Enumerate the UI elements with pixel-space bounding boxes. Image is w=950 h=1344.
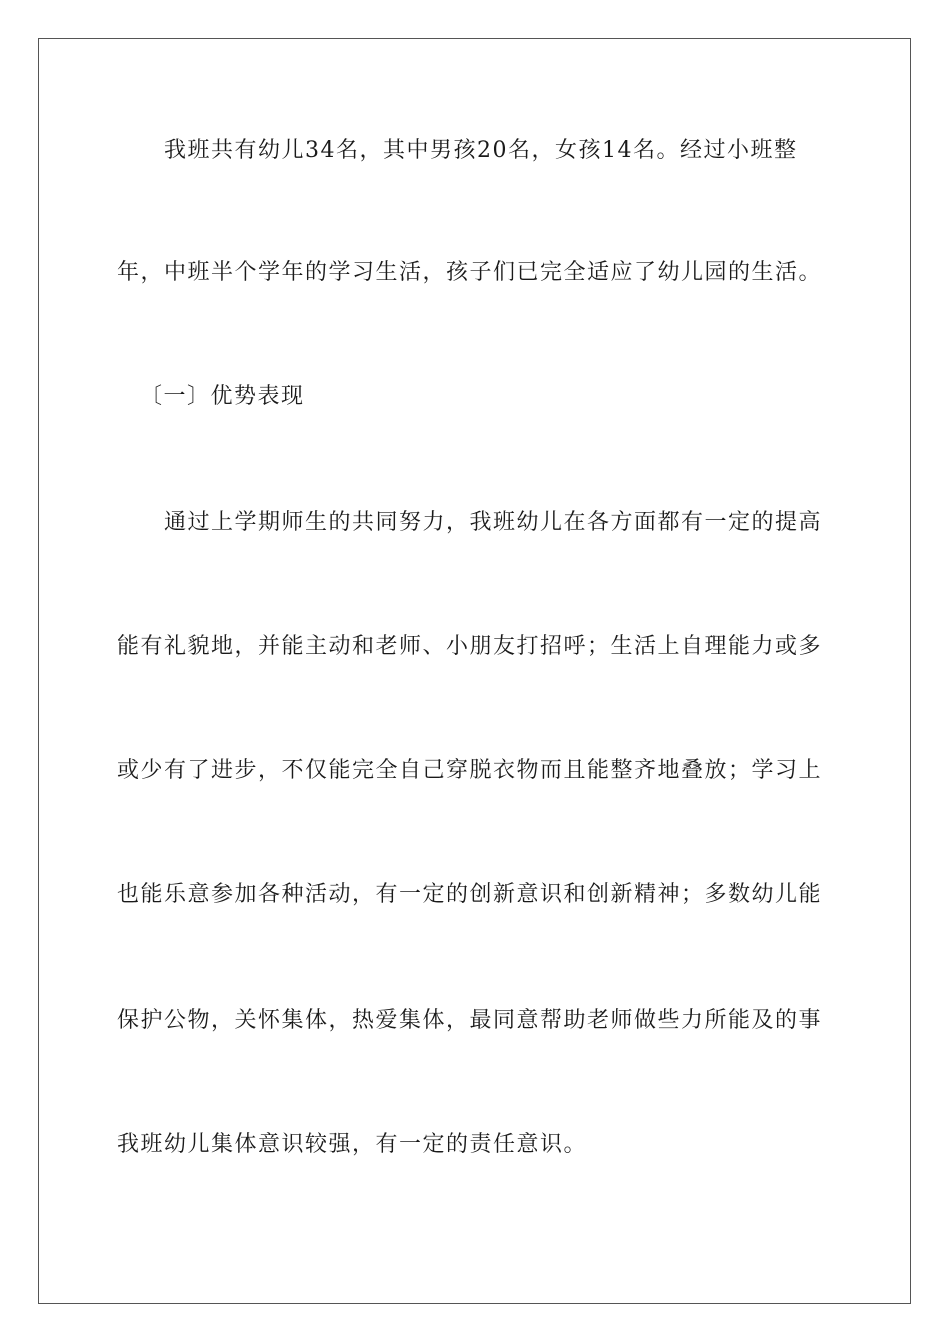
paragraph-2-line-4: 也能乐意参加各种活动，有一定的创新意识和创新精神；多数幼儿能 <box>117 882 823 907</box>
paragraph-1-line-1: 我班共有幼儿34名，其中男孩20名，女孩14名。经过小班整 <box>164 138 798 163</box>
paragraph-2-line-1: 通过上学期师生的共同努力，我班幼儿在各方面都有一定的提高 <box>164 510 823 535</box>
paragraph-2-line-5: 保护公物，关怀集体，热爱集体，最同意帮助老师做些力所能及的事 <box>117 1008 823 1033</box>
paragraph-2-line-3: 或少有了进步，不仅能完全自己穿脱衣物而且能整齐地叠放；学习上 <box>117 758 823 783</box>
paragraph-2-line-2: 能有礼貌地，并能主动和老师、小朋友打招呼；生活上自理能力或多 <box>117 634 823 659</box>
section-heading: 〔一〕优势表现 <box>140 384 305 409</box>
paragraph-1-line-2: 年，中班半个学年的学习生活，孩子们已完全适应了幼儿园的生活。 <box>117 260 823 285</box>
paragraph-2-line-6: 我班幼儿集体意识较强，有一定的责任意识。 <box>117 1132 588 1157</box>
page-border <box>38 38 911 1304</box>
